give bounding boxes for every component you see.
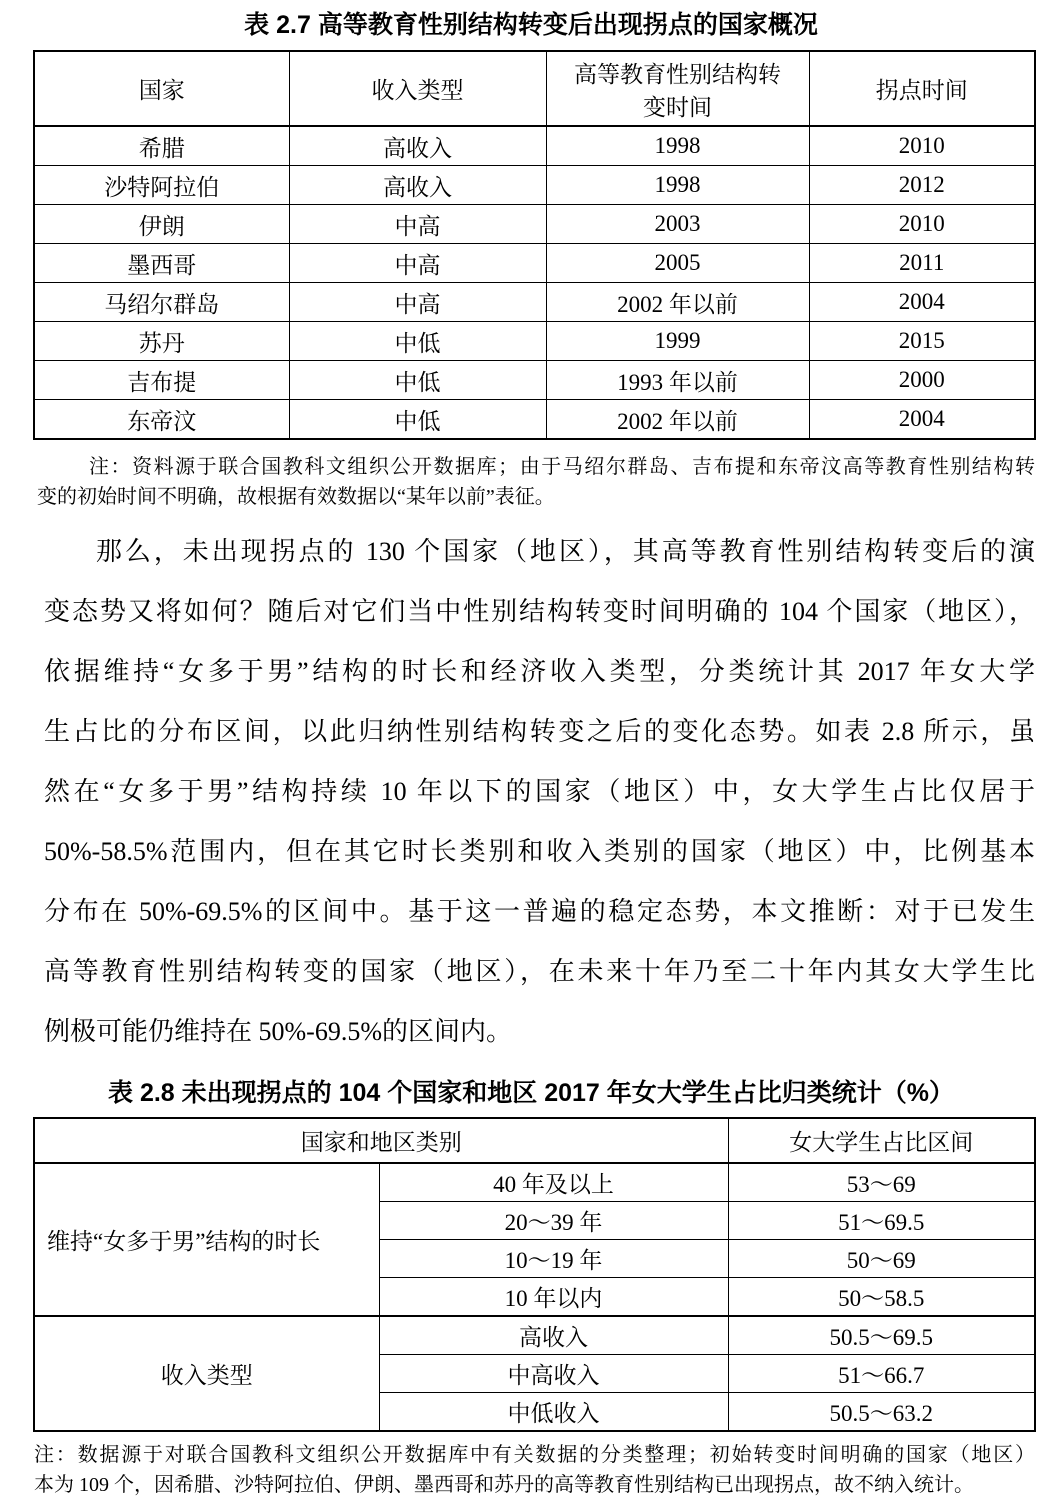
cell-ratio-range: 50.5～69.5 [728,1316,1035,1355]
cell-inflection-time: 2010 [809,126,1035,166]
cell-ratio-range: 51～69.5 [728,1202,1035,1240]
row-greece [34,126,1035,166]
cell-country: 苏丹 [34,322,289,361]
cell-inflection-time: 2004 [809,400,1035,440]
cell-inflection-time: 2011 [809,244,1035,283]
row-saudi-arabia [34,166,1035,205]
cell-category: 中高收入 [379,1355,728,1393]
cell-country: 希腊 [34,126,289,166]
cell-income-type: 高收入 [289,166,546,205]
row-40y-plus [34,1163,1035,1202]
group-label-income-type: 收入类型 [34,1316,379,1431]
cell-transition-time: 2005 [546,244,809,283]
table-2-8-caption: 表 2.8 未出现拐点的 104 个国家和地区 2017 年女大学生占比归类统计（%） [108,1079,954,1107]
col-header-income-type: 收入类型 [289,51,546,126]
cell-category: 中低收入 [379,1393,728,1432]
col-header-inflection-time: 拐点时间 [809,51,1035,126]
col-header-category-group: 国家和地区类别 [34,1118,728,1163]
cell-ratio-range: 50.5～63.2 [728,1393,1035,1432]
cell-income-type: 中高 [289,205,546,244]
table-2-8-note-line-1: 注：数据源于对联合国教科文组织公开数据库中有关数据的分类整理；初始转变时间明确的国家（地区） [34,1444,1035,1466]
table-2-7-note-line-2: 变的初始时间不明确，故根据有效数据以“某年以前”表征。 [37,486,555,508]
paragraph-line-4: 生占比的分布区间，以此归纳性别结构转变之后的变化态势。如表 2.8 所示，虽 [44,717,1035,746]
cell-country: 沙特阿拉伯 [34,166,289,205]
group-label-duration: 维持“女多于男”结构的时长 [34,1163,379,1316]
paragraph-line-7: 分布在 50%-69.5%的区间中。基于这一普遍的稳定态势，本文推断：对于已发生 [44,897,1035,926]
table-2-8 [33,1117,1036,1432]
cell-transition-time: 2002 年以前 [546,283,809,322]
paragraph-line-2: 变态势又将如何？随后对它们当中性别结构转变时间明确的 104 个国家（地区）， [44,597,1035,626]
table-2-7-caption: 表 2.7 高等教育性别结构转变后出现拐点的国家概况 [244,11,818,39]
cell-income-type: 高收入 [289,126,546,166]
cell-inflection-time: 2010 [809,205,1035,244]
table-2-7-note [37,452,1035,512]
cell-country: 墨西哥 [34,244,289,283]
paragraph-line-8: 高等教育性别结构转变的国家（地区），在未来十年乃至二十年内其女大学生比 [44,957,1035,986]
cell-ratio-range: 51～66.7 [728,1355,1035,1393]
cell-country: 吉布提 [34,361,289,400]
cell-category: 20～39 年 [379,1202,728,1240]
cell-income-type: 中高 [289,244,546,283]
col-header-country: 国家 [34,51,289,126]
cell-category: 10～19 年 [379,1240,728,1278]
row-high-income [34,1316,1035,1355]
cell-ratio-range: 50～69 [728,1240,1035,1278]
paragraph-line-1: 那么，未出现拐点的 130 个国家（地区），其高等教育性别结构转变后的演 [96,537,1035,566]
cell-inflection-time: 2004 [809,283,1035,322]
cell-inflection-time: 2000 [809,361,1035,400]
table-2-7-note-line-1: 注：资料源于联合国教科文组织公开数据库；由于马绍尔群岛、吉布提和东帝汶高等教育性别结构转 [89,456,1035,478]
table-2-8-note [34,1440,1035,1500]
col-header-ratio-range: 女大学生占比区间 [728,1118,1035,1163]
col-header-transition-time: 高等教育性别结构转变时间 [546,51,809,126]
row-sudan [34,322,1035,361]
cell-transition-time: 2002 年以前 [546,400,809,440]
cell-country: 东帝汶 [34,400,289,440]
paragraph-line-9: 例极可能仍维持在 50%-69.5%的区间内。 [44,1017,512,1046]
paragraph-line-6: 50%-58.5%范围内，但在其它时长类别和收入类别的国家（地区）中，比例基本 [44,837,1035,866]
cell-income-type: 中低 [289,361,546,400]
cell-transition-time: 1993 年以前 [546,361,809,400]
cell-ratio-range: 53～69 [728,1163,1035,1202]
row-djibouti [34,361,1035,400]
cell-country: 伊朗 [34,205,289,244]
cell-transition-time: 1998 [546,126,809,166]
cell-category: 10 年以内 [379,1278,728,1317]
cell-country: 马绍尔群岛 [34,283,289,322]
row-iran [34,205,1035,244]
cell-ratio-range: 50～58.5 [728,1278,1035,1317]
table-2-8-note-line-2: 本为 109 个，因希腊、沙特阿拉伯、伊朗、墨西哥和苏丹的高等教育性别结构已出现拐点，故不纳入统计。 [34,1474,974,1496]
cell-category: 高收入 [379,1316,728,1355]
cell-transition-time: 2003 [546,205,809,244]
table-2-8-header-row [34,1118,1035,1163]
cell-inflection-time: 2012 [809,166,1035,205]
row-mexico [34,244,1035,283]
table-2-7-header-row [34,51,1035,126]
cell-income-type: 中高 [289,283,546,322]
paragraph-line-5: 然在“女多于男”结构持续 10 年以下的国家（地区）中，女大学生占比仅居于 [44,777,1035,806]
body-paragraph [44,522,1035,1062]
cell-transition-time: 1998 [546,166,809,205]
row-marshall-islands [34,283,1035,322]
table-2-7 [33,50,1036,440]
cell-inflection-time: 2015 [809,322,1035,361]
row-timor-leste [34,400,1035,440]
cell-income-type: 中低 [289,322,546,361]
cell-transition-time: 1999 [546,322,809,361]
paragraph-line-3: 依据维持“女多于男”结构的时长和经济收入类型，分类统计其 2017 年女大学 [44,657,1035,686]
cell-income-type: 中低 [289,400,546,440]
cell-category: 40 年及以上 [379,1163,728,1202]
